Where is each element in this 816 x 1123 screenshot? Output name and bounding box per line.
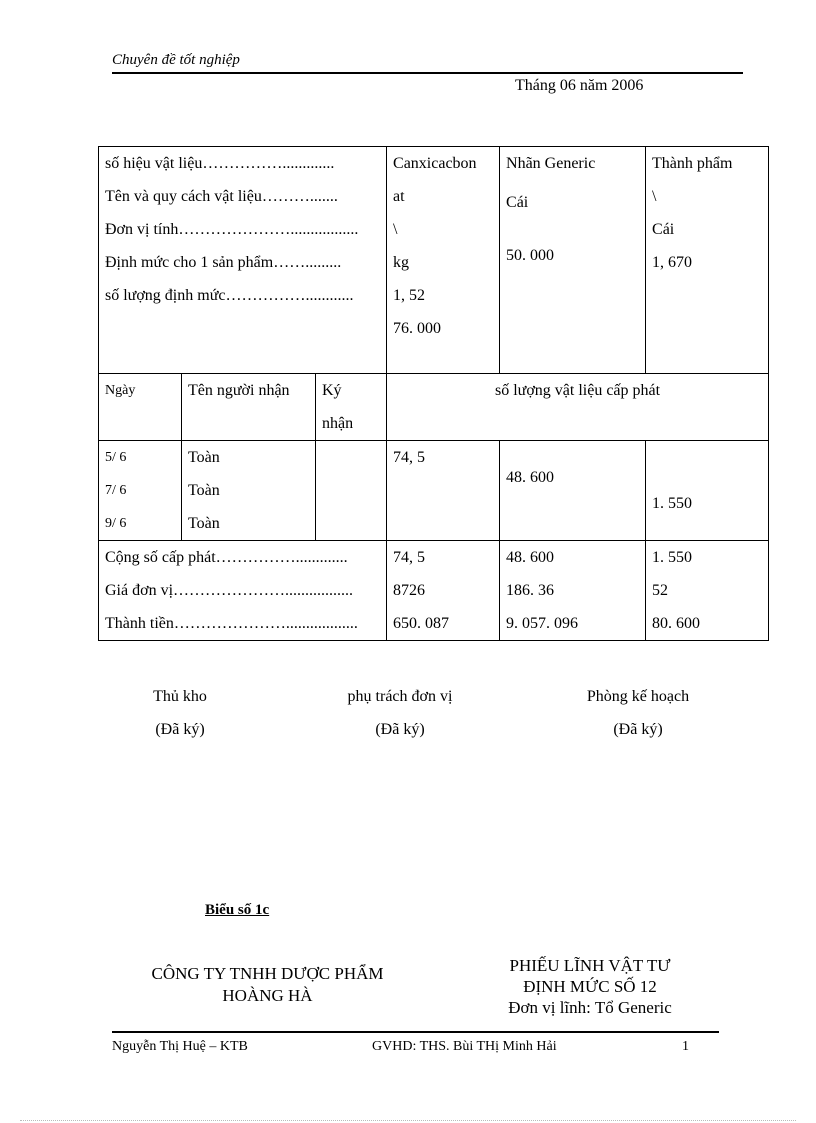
cell-value: 50. 000: [506, 247, 555, 264]
issue-date: 9/ 6: [105, 516, 127, 531]
dates-cell: [99, 441, 182, 541]
document-date: Tháng 06 năm 2006: [515, 77, 644, 94]
page-number: 1: [682, 1039, 689, 1054]
header-divider: [112, 72, 743, 74]
cell-value: 76. 000: [393, 320, 442, 337]
page-bottom-border: [20, 1120, 796, 1121]
cell-value: kg: [393, 254, 410, 271]
material-col-3: [646, 147, 769, 374]
cell-value: \: [393, 221, 398, 238]
col-header-receiver: Tên người nhận: [182, 374, 316, 441]
col-header-sign: Ký nhận: [316, 374, 387, 441]
issue-date: 7/ 6: [105, 483, 127, 498]
document-running-title: Chuyên đề tốt nghiệp: [112, 52, 240, 68]
cell-value: \: [652, 188, 657, 205]
cell-value: 1, 52: [393, 287, 426, 304]
receiver-name: Toàn: [188, 515, 220, 532]
material-info-row: [99, 147, 769, 374]
material-label: số lượng định mức……………............: [105, 287, 354, 304]
col-header-date: Ngày: [99, 374, 182, 441]
footer-divider: [112, 1031, 719, 1033]
footer-advisor: GVHD: THS. Bùi THị Minh Hải: [372, 1039, 557, 1054]
cell-value: Cái: [506, 194, 529, 211]
totals-row: [99, 541, 769, 641]
company-name: CÔNG TY TNHH DƯỢC PHẨM HOÀNG HÀ: [151, 964, 384, 1005]
material-col-2: [500, 147, 646, 374]
material-label: số hiệu vật liệu…………….............: [105, 155, 335, 172]
material-label: Tên và quy cách vật liệu……….......: [105, 188, 338, 205]
cell-value: Thành phẩm: [652, 155, 733, 172]
material-label: Đơn vị tính………………….................: [105, 221, 359, 238]
total-label: Thành tiền…………………..................: [105, 615, 358, 632]
cell-value: Canxicacbon: [393, 155, 477, 172]
issued-qty-col-1: 74, 5: [387, 441, 500, 541]
material-label: Định mức cho 1 sản phẩm…….........: [105, 254, 342, 271]
material-labels-cell: [99, 147, 387, 374]
cell-value: Nhãn Generic: [506, 155, 596, 172]
totals-col-3: 1. 550 52 80. 600: [646, 541, 769, 641]
form-number: Biểu số 1c: [205, 902, 270, 918]
material-issue-table: [98, 146, 769, 641]
issue-date: 5/ 6: [105, 450, 127, 465]
signature-cell: [316, 441, 387, 541]
receivers-cell: [182, 441, 316, 541]
total-label: Cộng số cấp phát…………….............: [105, 549, 348, 566]
footer-author: Nguyễn Thị Huệ – KTB: [112, 1039, 248, 1054]
total-label: Giá đơn vị………………….................: [105, 582, 354, 599]
cell-value: Cái: [652, 221, 675, 238]
issued-qty-col-2: 48. 600: [500, 441, 646, 541]
signature-planning-dept: Phòng kế hoạch (Đã ký): [586, 688, 690, 738]
receiver-name: Toàn: [188, 482, 220, 499]
col-header-quantity: số lượng vật liệu cấp phát: [387, 374, 769, 441]
signature-unit-head: phụ trách đơn vị (Đã ký): [347, 688, 453, 738]
slip-title: PHIẾU LĨNH VẬT TƯ ĐỊNH MỨC SỐ 12 Đơn vị lĩnh: Tổ Generic: [508, 956, 672, 1017]
cell-value: 1, 670: [652, 254, 693, 271]
totals-col-1: 74, 5 8726 650. 087: [387, 541, 500, 641]
issue-data-row: [99, 441, 769, 541]
material-col-1: [387, 147, 500, 374]
issue-header-row: [99, 374, 769, 441]
totals-labels-cell: [99, 541, 387, 641]
receiver-name: Toàn: [188, 449, 220, 466]
cell-value: at: [393, 188, 405, 205]
signature-warehouse-keeper: Thủ kho (Đã ký): [153, 688, 207, 738]
totals-col-2: 48. 600 186. 36 9. 057. 096: [500, 541, 646, 641]
issued-qty-col-3: 1. 550: [646, 441, 769, 541]
